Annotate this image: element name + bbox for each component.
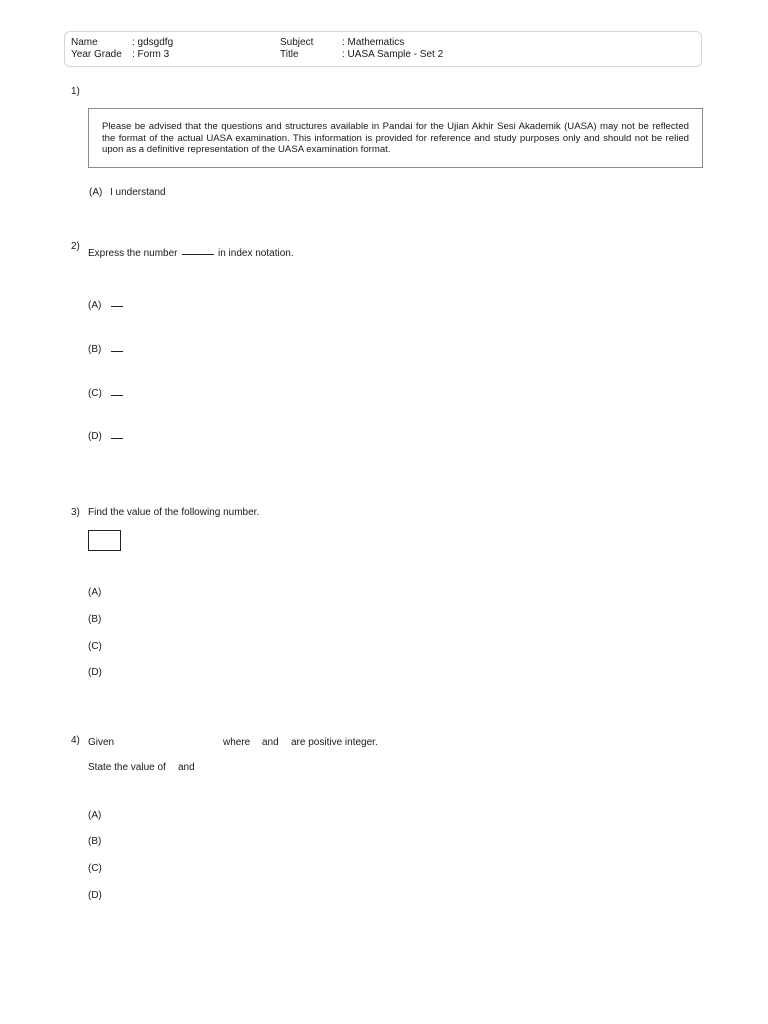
q4-option-d[interactable]: (D) [88,890,102,901]
question-4-number: 4) [71,735,80,746]
q3-option-d[interactable]: (D) [88,667,102,678]
q3-option-b[interactable]: (B) [88,614,102,625]
q3-text: Find the value of the following number. [88,507,260,518]
year-grade-value: : Form 3 [132,49,170,60]
q3-option-a[interactable]: (A) [88,587,102,598]
disclaimer-notice: Please be advised that the questions and structures available in Pandai for the Ujian Akhir Sesi Akademik (UASA) may not be reflected the format of the actual UASA examination. This information is provided for reference and study purposes only and should not be relied upon as a definitive representation of the UASA examination format. [88,108,703,168]
q2-option-a-placeholder [111,306,123,307]
q2-option-a[interactable]: (A) [88,300,102,311]
q4-and-2: and [178,762,195,773]
q4-positive: are positive integer. [291,737,378,748]
q4-option-a[interactable]: (A) [88,810,102,821]
q2-option-c-placeholder [111,395,123,396]
question-3-number: 3) [71,507,80,518]
q3-image-placeholder [88,530,121,551]
q2-option-c[interactable]: (C) [88,388,102,399]
question-2-number: 2) [71,241,80,252]
q2-option-d[interactable]: (D) [88,431,102,442]
title-label: Title [280,49,299,60]
q2-option-b[interactable]: (B) [88,344,102,355]
year-grade-label: Year Grade [71,49,122,60]
q4-option-b[interactable]: (B) [88,836,102,847]
subject-label: Subject [280,37,314,48]
q2-option-d-placeholder [111,438,123,439]
q4-and: and [262,737,279,748]
q2-text-after: in index notation. [218,248,294,259]
title-value: : UASA Sample - Set 2 [342,49,444,60]
q4-given: Given [88,737,115,748]
q4-option-c[interactable]: (C) [88,863,102,874]
question-1-number: 1) [71,86,80,97]
q2-number-placeholder [182,254,214,255]
q1-option-a-label[interactable]: (A) [89,187,103,198]
q4-where: where [223,737,251,748]
q2-text-before: Express the number [88,248,178,259]
subject-value: : Mathematics [342,37,405,48]
q2-option-b-placeholder [111,351,123,352]
q4-state: State the value of [88,762,166,773]
name-label: Name [71,37,98,48]
name-value: : gdsgdfg [132,37,174,48]
q1-option-a-text[interactable]: I understand [110,187,166,198]
q3-option-c[interactable]: (C) [88,641,102,652]
